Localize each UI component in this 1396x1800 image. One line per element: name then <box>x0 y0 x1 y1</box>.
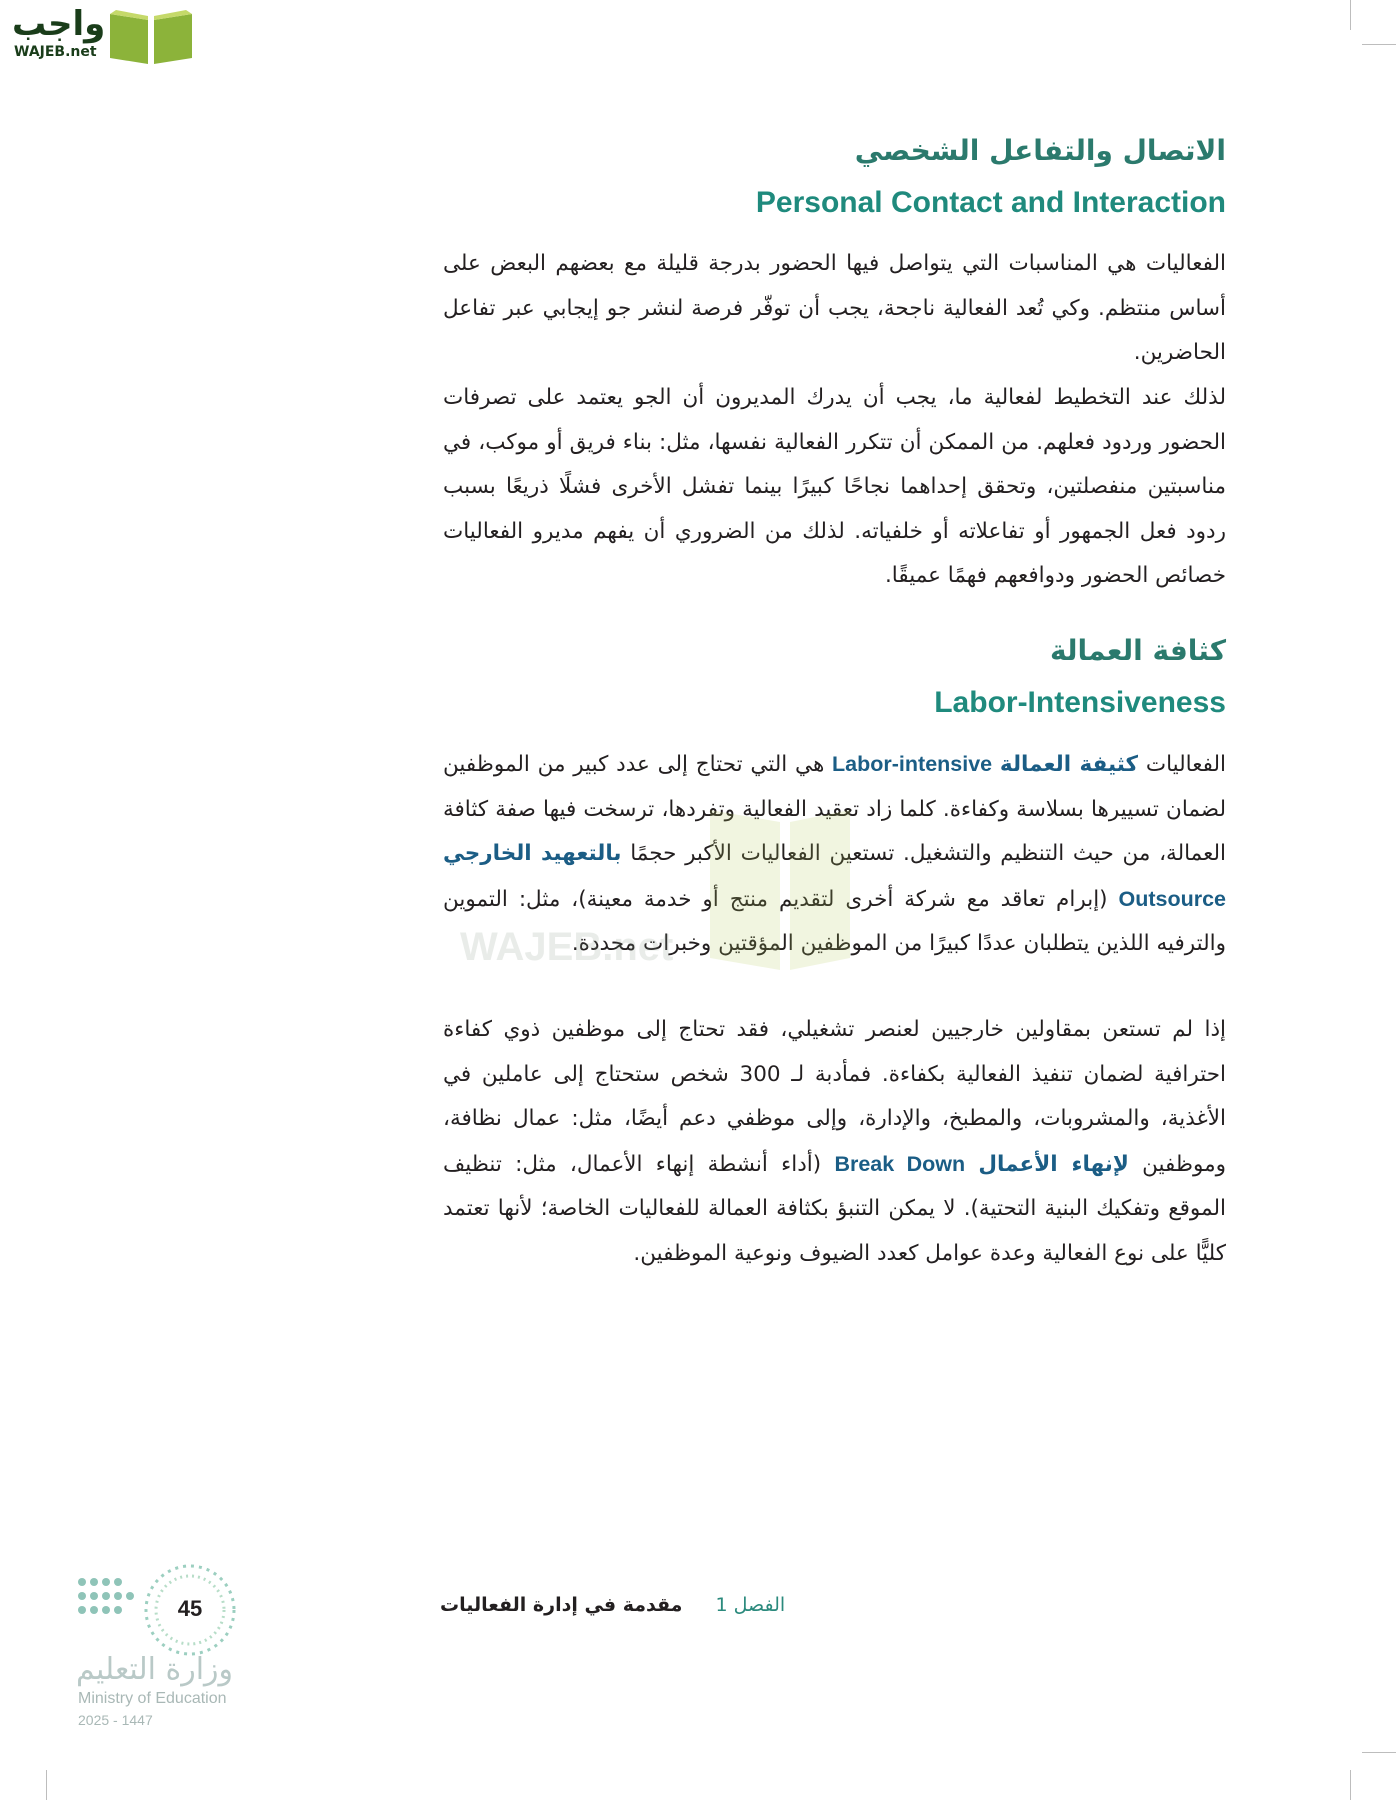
term-arabic: لإنهاء الأعمال <box>978 1151 1129 1177</box>
crop-mark <box>1362 1752 1396 1753</box>
term-english: Outsource <box>1118 886 1226 911</box>
svg-text:WAJEB.net: WAJEB.net <box>460 925 674 969</box>
page-footer <box>440 1594 785 1616</box>
section-heading-english: Personal Contact and Interaction <box>755 186 1226 219</box>
paragraph: الفعاليات هي المناسبات التي يتواصل فيها الحضور بدرجة قليلة مع بعضهم البعض على أساس منتظم. وكي تُعد الفعالية ناجحة، يجب أن توفّر فرصة لنشر جو إيجابي عبر تفاعل الحاضرين. <box>443 251 1226 365</box>
logo-latin-text: WAJEB.net <box>14 44 97 60</box>
term-english: Break Down <box>834 1151 966 1176</box>
section-heading-arabic: كثافة العمالة <box>1050 634 1226 667</box>
book-icon <box>106 6 196 66</box>
crop-mark <box>1362 44 1396 45</box>
ministry-year: 2025 - 1447 <box>78 1712 153 1728</box>
paragraph <box>443 1008 1226 1276</box>
chapter-label: الفصل 1 <box>715 1594 786 1616</box>
ministry-name-english: Ministry of Education <box>78 1690 227 1707</box>
crop-mark <box>1350 0 1351 30</box>
term-english: Labor-intensive <box>832 752 993 776</box>
page-number: 45 <box>177 1596 203 1621</box>
section-heading-arabic: الاتصال والتفاعل الشخصي <box>854 134 1226 167</box>
ministry-name-arabic: وزارة التعليم <box>76 1652 234 1687</box>
term-arabic: بالتعهيد الخارجي <box>443 841 622 866</box>
paragraph-text: الفعاليات <box>1138 752 1226 777</box>
paragraph-text: (إبرام تعاقد مع شركة أخرى لتقديم منتج أو خدمة معينة)، مثل: التموين والترفيه اللذين يتطلبان عددًا كبيرًا من الموظفين المؤقتين وخبرات محددة. <box>443 886 1226 956</box>
chapter-title: مقدمة في إدارة الفعاليات <box>440 1594 683 1616</box>
term-arabic: كثيفة العمالة <box>999 752 1139 777</box>
wajeb-logo[interactable] <box>10 4 200 66</box>
paragraph-text: هي التي تحتاج إلى عدد كبير من الموظفين لضمان تسييرها بسلاسة وكفاءة. كلما زاد تعقيد الفعالية وتفردها، ترسخت فيها صفة كثافة العمالة، من حيث التنظيم والتشغيل. تستعين الفعاليات الأكبر حجمًا <box>443 752 1226 866</box>
paragraph <box>443 742 1226 967</box>
paragraph-text: إذا لم تستعن بمقاولين خارجيين لعنصر تشغيلي، فقد تحتاج إلى موظفين ذوي كفاءة احترافية لضمان تنفيذ الفعالية بكفاءة. فمأدبة لـ 300 شخص ستحتاج إلى عاملين في الأغذية، والمشروبات، والمطبخ، والإدارة، وإلى موظفي دعم أيضًا، مثل: عمال نظافة، وموظفين <box>443 1017 1226 1177</box>
paragraph: لذلك عند التخطيط لفعالية ما، يجب أن يدرك المديرون أن الجو يعتمد على تصرفات الحضور وردود فعلهم. من الممكن أن تتكرر الفعالية نفسها، مثل: بناء فريق أو موكب، في مناسبتين منفصلتين، وتحقق إحداهما نجاحًا كبيرًا بينما تفشل الأخرى فشلًا ذريعًا بسبب ردود فعل الجمهور أو تفاعلاته أو خلفياته. لذلك من الضروري أن يفهم مديرو الفعاليات خصائص الحضور ودوافعهم فهمًا عميقًا. <box>443 385 1226 588</box>
paragraph-text: (أداء أنشطة إنهاء الأعمال، مثل: تنظيف الموقع وتفكيك البنية التحتية). لا يمكن التنبؤ بكثافة العمالة للفعاليات الخاصة؛ لأنها تعتمد كليًّا على نوع الفعالية وعدة عوامل كعدد الضيوف ونوعية الموظفين. <box>443 1151 1226 1266</box>
crop-mark <box>46 1770 47 1800</box>
crop-mark <box>1350 1770 1351 1800</box>
logo-arabic-text: واجب <box>12 4 106 44</box>
section-heading-english: Labor-Intensiveness <box>934 686 1226 719</box>
